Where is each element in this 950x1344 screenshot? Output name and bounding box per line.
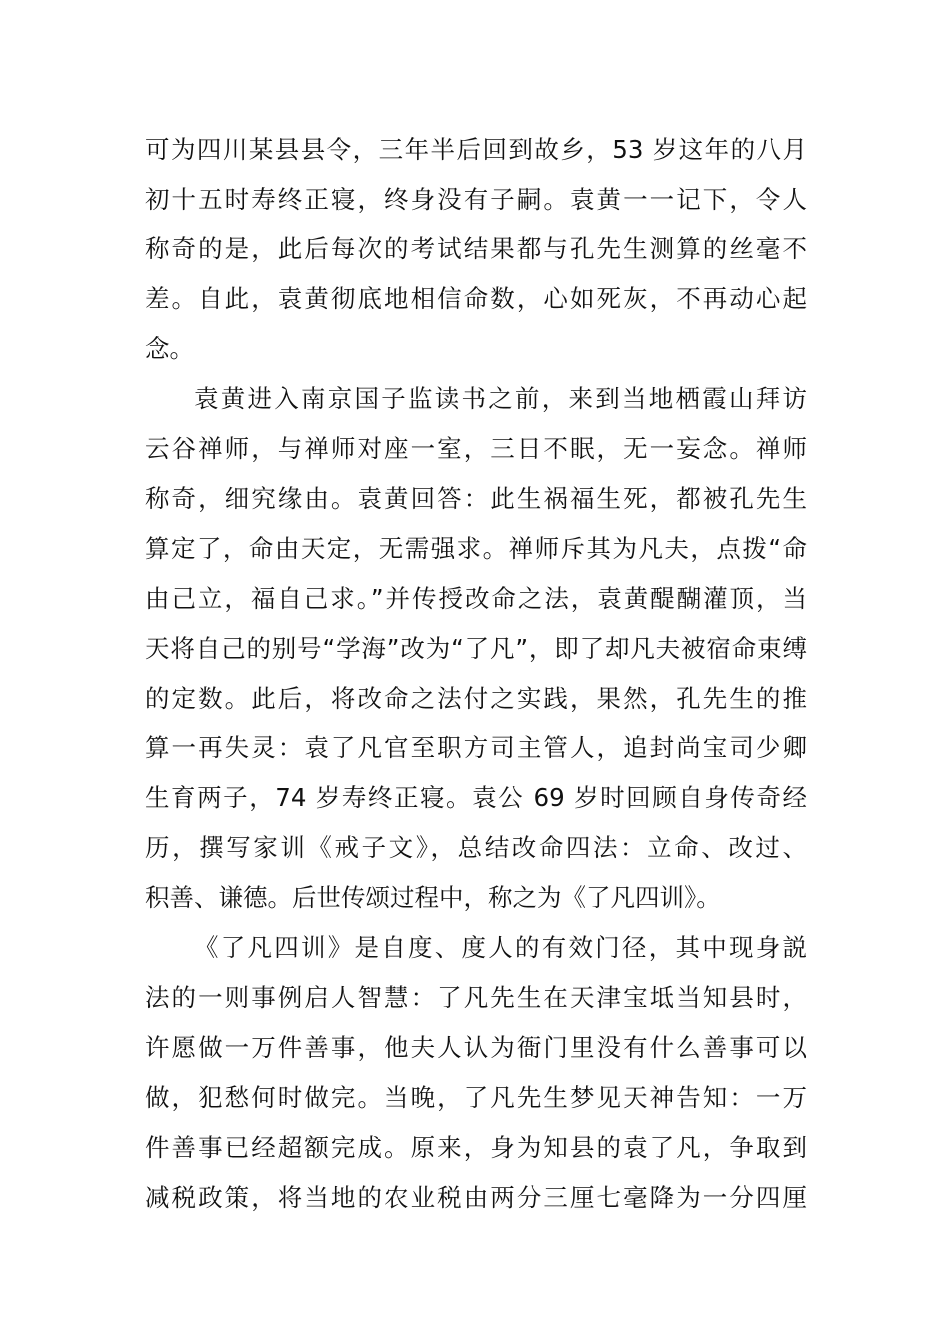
text-line: 件善事已经超额完成。原来，身为知县的袁了凡，争取到 [145,1133,807,1162]
text-line: 许愿做一万件善事，他夫人认为衙门里没有什么善事可以 [145,1033,807,1062]
text-line: 算一再失灵：袁了凡官至职方司主管人，追封尚宝司少卿 [145,733,807,762]
text-line: 历，撰写家训《戒子文》，总结改命四法：立命、改过、 [145,833,807,862]
text-line: 天将自己的别号“学海”改为“了凡”，即了却凡夫被宿命束缚 [145,634,807,663]
text-line: 称奇，细究缘由。袁黄回答：此生祸福生死，都被孔先生 [145,484,807,513]
text-line: 生育两子，74 岁寿终正寝。袁公 69 岁时回顾自身传奇经 [145,783,807,812]
text-line: 做，犯愁何时做完。当晚，了凡先生梦见天神告知：一万 [145,1083,807,1112]
text-line: 积善、谦德。后世传颂过程中，称之为《了凡四训》。 [145,883,721,912]
text-line: 初十五时寿终正寝，终身没有子嗣。袁黄一一记下，令人 [145,185,807,214]
text-line: 可为四川某县县令，三年半后回到故乡，53 岁这年的八月 [145,135,807,164]
paragraph-first-line: 《了凡四训》是自度、度人的有效门径，其中现身説 [194,933,807,962]
text-line: 由己立，福自己求。”并传授改命之法，袁黄醍醐灌顶，当 [145,584,807,613]
text-line: 的定数。此后，将改命之法付之实践，果然，孔先生的推 [145,684,807,713]
text-line: 算定了，命由天定，无需强求。禅师斥其为凡夫，点拨“命 [145,534,807,563]
text-line: 称奇的是，此后每次的考试结果都与孔先生测算的丝毫不 [145,234,807,263]
text-line: 念。 [145,334,194,363]
paragraph-first-line: 袁黄进入南京国子监读书之前，来到当地栖霞山拜访 [194,384,807,413]
text-line: 减税政策，将当地的农业税由两分三厘七毫降为一分四厘 [145,1183,807,1212]
text-line: 差。自此，袁黄彻底地相信命数，心如死灰，不再动心起 [145,284,807,313]
text-line: 云谷禅师，与禅师对座一室，三日不眠，无一妄念。禅师 [145,434,807,463]
text-line: 法的一则事例启人智慧：了凡先生在天津宝坻当知县时， [145,983,807,1012]
